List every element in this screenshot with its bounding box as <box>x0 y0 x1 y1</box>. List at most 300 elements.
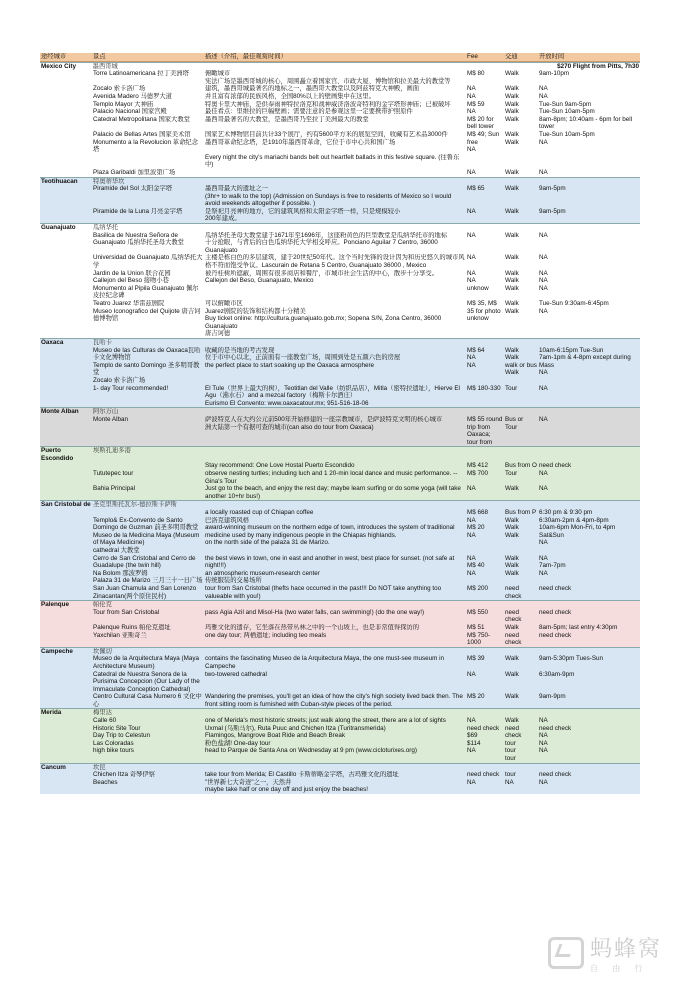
cell-hours: need check <box>539 584 572 592</box>
city-name-cn: 特奥蒂华坎 <box>93 177 125 185</box>
cell-transport: Bus or Tour <box>505 415 524 431</box>
cell-sight: Torre Latinoamericana 拉丁美洲塔 <box>93 70 189 78</box>
cell-sight: Calle 60 <box>93 717 117 725</box>
cell-fee: M$ 51 <box>467 623 485 631</box>
cell-sight: Palenque Ruins 帕伦克遗址 <box>93 623 171 631</box>
cell-fee: NA <box>467 231 476 239</box>
city-name: Palenque <box>41 601 69 609</box>
cell-fee: need check $69 $114 NA <box>467 724 500 755</box>
city-name: Oaxaca <box>41 338 64 346</box>
flight-info <box>538 224 640 232</box>
cell-description: 国家艺术博物馆目前共计33个展厅，约有5600平方米的展览空间，收藏有艺术品3000件 墨西哥革命纪念塔，是1910年墨西哥革命，它位于市中心共和国广场 <box>205 130 448 146</box>
city-spacer <box>204 178 466 186</box>
flight-info <box>538 601 640 609</box>
cell-sight: Teatro Juarez 华雷兹剧院 Museo Iconografico del Quijote 唐吉诃德博物馆 <box>93 300 201 323</box>
cell-transport: Tour <box>505 384 518 392</box>
watermark-name: 蚂蜂窝 <box>589 937 662 962</box>
city-spacer <box>466 601 504 609</box>
city-spacer <box>466 447 504 462</box>
cell-sight: Basilica de Nuestra Señora de Guanajuato 瓜纳华托圣母大教堂 <box>93 231 184 247</box>
table-row <box>40 624 640 632</box>
city-spacer <box>504 764 538 772</box>
cell-transport: Walk <box>505 185 519 193</box>
city-name: Mexico City <box>41 62 76 70</box>
cell-fee: M$ 80 <box>467 70 485 78</box>
city-row <box>40 647 640 656</box>
cell-sight: Palacio de Bellas Artes 国家美术馆 Monumento a la Revolucion 革命纪念塔 <box>93 130 198 154</box>
table-row <box>40 671 640 694</box>
city-spacer <box>504 648 538 656</box>
city-row <box>40 223 640 232</box>
cell-description: 萨波特克人在大约公元前500年开始修建的一座宗教城市，是萨波特克文明的核心城市 洲大陆第一个有据可查的城市(can also do tour from Oaxaca) <box>205 415 443 431</box>
cell-hours: 9am-5pm <box>539 185 566 193</box>
city-spacer <box>466 339 504 347</box>
header-city: 途经城市 <box>41 53 67 60</box>
cell-transport: Walk Walk <box>505 85 519 100</box>
cell-hours: NA <box>539 231 548 239</box>
cell-fee: M$ 39 <box>467 655 485 663</box>
cell-city <box>40 693 92 708</box>
city-name-cn: 梅里达 <box>93 709 112 717</box>
city-spacer <box>204 224 466 232</box>
table-row <box>40 270 640 300</box>
cell-transport: Walk Walk <box>505 300 519 315</box>
watermark-sub: 自 由 行 <box>589 964 649 973</box>
city-spacer <box>204 764 466 772</box>
city-name: Merida <box>41 709 62 717</box>
cell-description: Every night the city's mariachi bands belt out heartfelt ballads in this festive square. (往鲁东中) <box>205 153 460 169</box>
table-row <box>40 693 640 708</box>
city-name-cn: 坎昆 <box>93 763 106 771</box>
cell-city <box>40 717 92 725</box>
table-row <box>40 555 640 585</box>
table-row <box>40 85 640 100</box>
cell-description: 是祭祀月亮神的地方，它的建筑风格和太阳金字塔一样，只是规模较小 200年建成。 <box>205 207 401 223</box>
cell-transport: Walk <box>505 70 519 78</box>
cell-sight: Chichen Itza 奇琴伊察 Beaches <box>93 771 155 786</box>
table-row <box>40 470 640 485</box>
city-spacer <box>504 408 538 416</box>
cell-sight <box>92 154 204 169</box>
cell-fee: NA <box>467 254 476 262</box>
city-name: Campeche <box>41 647 73 655</box>
cell-fee: need check NA <box>467 771 500 786</box>
city-name: San Cristobal de <box>41 501 91 509</box>
cell-sight: Museo de la Arquitectura Maya (Maya Architecture Museum) <box>93 655 200 670</box>
table-row <box>40 517 640 555</box>
cell-hours: NA <box>539 168 548 176</box>
city-spacer <box>504 224 538 232</box>
cell-fee: NA M$ 20 NA <box>467 516 485 539</box>
cell-fee: NA <box>467 485 476 493</box>
header-transport: 交通 <box>505 53 518 60</box>
cell-fee: M$ 64 NA NA <box>467 346 485 369</box>
cell-transport: need check <box>505 584 522 600</box>
cell-transport <box>504 154 538 169</box>
cell-sight: Yaxchilan 亚斯奇兰 <box>93 631 147 639</box>
cell-fee: M$ 750-1000 <box>467 631 491 647</box>
table-row <box>40 632 640 647</box>
cell-hours: need check <box>539 462 572 470</box>
city-name-cn: 帕伦克 <box>93 601 112 609</box>
cell-city <box>40 270 92 300</box>
city-spacer <box>204 501 466 509</box>
city-row <box>40 446 640 462</box>
cell-sight: Historic Site Tour Day Trip to Celestun Las Coloradas high bike tours <box>93 724 151 755</box>
cell-hours: Tue-Sun 9am-5pm Tue-Sun 10am-5pm <box>539 100 595 116</box>
cell-description: 可以俯瞰市区 Juarez剧院的装饰和结构都十分精美 Buy ticket online: http://cultura.guanajuato.gob.mx; Sopena S/N, Zona Centro, 36000 Guanajuato 唐吉诃德 <box>205 300 442 338</box>
cell-hours: 6:30am-9pm <box>539 670 575 678</box>
cell-fee: M$ 55 round trip from Oaxaca; tour from <box>467 415 503 446</box>
cell-transport: Walk <box>505 670 519 678</box>
cell-transport: Walk <box>505 655 519 663</box>
table-row <box>40 254 640 269</box>
cell-hours: Tue-Sun 9:30am-6:45pm NA <box>539 300 609 315</box>
city-spacer <box>204 648 466 656</box>
cell-description: Stay recommend: One Love Hostal Puerto Escondido <box>205 462 355 470</box>
cell-hours: 8am-5pm; last entry 4:30pm <box>539 623 618 631</box>
cell-sight: San Juan Chamula and San Lorenzo Zinacantan(两个原住民村) <box>93 584 197 600</box>
cell-hours: NA <box>539 485 548 493</box>
cell-city <box>40 70 92 85</box>
cell-sight: Piramide del Sol 太阳金字塔 <box>93 185 173 193</box>
table-row <box>40 717 640 725</box>
city-row <box>40 407 640 416</box>
cell-hours: NA NA NA <box>539 269 548 292</box>
cell-transport: Walk Walk <box>505 130 519 146</box>
cell-sight: Tour from San Cristobal <box>93 608 160 616</box>
cell-hours: need check <box>539 608 572 616</box>
cell-description: the best views in town, one in east and another in west, best place for sunset. (not safe at night!!!) an atmospheric museum-research center 传统服装的交易场所 <box>205 554 455 585</box>
cell-hours: NA <box>539 254 548 262</box>
cell-city <box>40 131 92 154</box>
city-name-cn: 埃斯孔迪多港 <box>93 447 131 455</box>
cell-hours: need check NA <box>539 771 572 786</box>
cell-transport: need check tour tour tour <box>505 724 522 763</box>
table-row <box>40 609 640 624</box>
flight-info <box>538 764 640 772</box>
city-spacer <box>466 408 504 416</box>
cell-hours: NA NA <box>539 85 548 100</box>
flight-info <box>538 178 640 186</box>
cell-description: contains the fascinating Museo de la Arquitectura Maya, the one must-see museum in Campeche <box>205 655 445 670</box>
cell-fee: NA <box>467 717 476 725</box>
cell-sight: Templo& Ex-Convento de Santo Domingo de Guzman 前圣多明哥教堂 Museo de la Medicina Maya (Museum of Maya Medicine) cathedral 大教堂 <box>93 516 200 554</box>
city-spacer <box>466 764 504 772</box>
cell-description: Uxmal (乌斯马尔), Ruta Puuc and Chichen Itza (Turitransmerida) Flamingos, Mangrove Boat Ride and Beach Break 粉色盐湖! One-day tour head to Parque de Santa Ana on Wednesday at 9 pm (www.cicloturixes.org) <box>205 724 417 755</box>
city-name-cn: 瓜纳华托 <box>93 224 119 232</box>
city-spacer <box>203 63 463 71</box>
cell-description: one of Merida's most historic streets; just walk along the street, there are a lot of sights <box>205 717 446 725</box>
city-row <box>40 708 640 717</box>
cell-hours: NA <box>539 384 548 392</box>
cell-description: El Tule（世界上最大的树），Teotitlan del Valle（纺织品店），Mitla（密特拉遗址），Hierve El Agu（沸水石）and a mezcal factory（梅斯卡尔酒庄） Eurismo El Convento: www.oaxacatour.mx; 951-516-18-06 <box>205 384 460 407</box>
cell-city <box>40 725 92 763</box>
cell-hours: need check NA NA NA <box>539 724 572 755</box>
cell-hours: 6:30am-2pm & 4pm-8pm 10am-6pm Mon-Fri, to 4pm Sat&Sun NA <box>539 516 616 547</box>
watermark-icon <box>548 937 584 969</box>
cell-city <box>40 385 92 408</box>
cell-sight: Jardin de la Union 联合花园 Callejon del Beso 接吻小巷 Monumento al Pipila Guanajuato 佩尔皮拉纪念碑 <box>93 269 199 300</box>
cell-city <box>40 462 92 470</box>
table-row <box>40 116 640 131</box>
city-name: Puerto Escondido <box>41 447 74 462</box>
table-row <box>40 655 640 670</box>
cell-city <box>40 470 92 485</box>
cell-description: one day tour; 两栖遗址; including teo meals <box>205 631 327 639</box>
cell-hours: Tue-Sun 10am-5pm NA <box>539 130 595 146</box>
cell-hours: 9am-5pm <box>539 207 566 215</box>
city-row <box>40 763 640 772</box>
cell-sight: Bahia Principal <box>93 485 136 493</box>
cell-fee: M$ 20 for bell tower <box>467 115 494 131</box>
city-name: Cancum <box>41 763 66 771</box>
cell-city <box>40 624 92 632</box>
cell-hours: NA <box>539 470 548 478</box>
city-name: Guanajuato <box>41 224 76 232</box>
cell-transport: Walk Walk walk or bus Walk <box>505 346 537 377</box>
table-row <box>40 232 640 255</box>
city-row <box>40 338 640 347</box>
table-row <box>40 485 640 500</box>
cell-sight: Tututepec tour <box>93 470 134 478</box>
cell-fee: M$ 700 <box>467 470 489 478</box>
city-spacer <box>204 408 466 416</box>
cell-city <box>40 416 92 446</box>
cell-city <box>40 517 92 555</box>
cell-fee: M$ 200 <box>467 584 489 592</box>
cell-transport: Walk <box>505 623 519 631</box>
city-spacer <box>204 601 466 609</box>
cell-transport: Walk <box>505 254 519 262</box>
cell-city <box>40 671 92 694</box>
cell-city <box>40 655 92 670</box>
cell-description: 玛雅文化的遗存，它坐落在热带丛林之中的一个山坡上，也是非常值得探访的 <box>205 623 420 631</box>
cell-description: tour from San Cristobal (thefts hace occurred in the past!!! Do NOT take anything too valueable with you!) <box>205 584 442 600</box>
header-description: 描述（介绍，最佳观赏时间） <box>205 53 287 60</box>
city-row <box>40 500 640 509</box>
table-row <box>40 300 640 338</box>
cell-fee: NA <box>467 207 476 215</box>
cell-city <box>40 185 92 208</box>
cell-city <box>40 771 92 794</box>
table-row <box>40 154 640 169</box>
table-row <box>40 169 640 177</box>
city-name: Monte Alban <box>41 408 79 416</box>
cell-transport: need check <box>505 631 522 647</box>
city-row <box>40 62 640 71</box>
header-sight: 景点 <box>93 53 106 60</box>
city-spacer <box>466 501 504 509</box>
cell-transport: Walk <box>505 485 519 493</box>
cell-hours <box>538 154 640 169</box>
cell-city <box>40 116 92 131</box>
cell-fee: NA <box>467 168 476 176</box>
watermark-logo <box>548 932 662 974</box>
table-row <box>40 771 640 794</box>
cell-fee: NA M$ 40 NA <box>467 554 485 577</box>
cell-hours: NA 7am-7pm NA <box>539 554 566 577</box>
table-row <box>40 70 640 85</box>
cell-fee: NA NA unknow <box>467 269 489 292</box>
cell-description <box>204 169 466 177</box>
cell-transport: tour NA <box>505 771 516 786</box>
flight-info <box>538 709 640 717</box>
cell-transport: Walk Walk Walk <box>505 554 519 577</box>
cell-sight <box>92 509 204 517</box>
cell-description: pass Agia Azil and Misol-Ha (two water falls, can swimming!) (do the one way!) <box>205 608 425 616</box>
flight-info <box>538 501 640 509</box>
cell-hours: 6:30 pm & 9:30 pm <box>539 509 593 517</box>
cell-transport: Walk <box>505 717 519 725</box>
flight-info <box>538 339 640 347</box>
cell-transport: Walk Walk Walk <box>505 516 519 539</box>
cell-transport: Tour <box>505 470 518 478</box>
cell-description: two-towered cathedral <box>205 670 267 678</box>
cell-hours: NA <box>539 717 548 725</box>
city-spacer <box>504 339 538 347</box>
city-name-cn: 圣克里斯托瓦尔-德拉斯卡萨斯 <box>93 501 177 509</box>
cell-fee: M$ 49; Sun free NA <box>467 130 500 154</box>
table-row <box>40 585 640 600</box>
cell-city <box>40 101 92 116</box>
cell-fee: M$ 412 <box>467 462 489 470</box>
cell-description: 巴洛克建筑风格 award-winning museum on the northern edge of town, introduces the system of traditional medicine used by many indigenous people in the Chiapas highlands. on the north side of the palaza 31 de Marizo. <box>205 516 455 547</box>
cell-sight: Museo de las Culturas de Oaxaca瓦哈卡文化博物馆 Templo de santo Domingo 圣多明哥教堂 Zocalo 索卡洛广场 <box>93 346 201 384</box>
cell-transport: need check <box>505 608 522 624</box>
city-name: Teotihuacan <box>41 177 78 185</box>
cell-city <box>40 154 92 169</box>
cell-hours: need check <box>539 631 572 639</box>
cell-sight: Monte Alban <box>93 415 129 423</box>
city-name-cn: 瓦哈卡 <box>93 338 112 346</box>
cell-hours: 8am-8pm; 10:40am - 6pm for bell tower <box>539 115 633 131</box>
cell-fee: NA <box>467 670 476 678</box>
table-row <box>40 208 640 223</box>
table-row <box>40 385 640 408</box>
city-spacer <box>204 709 466 717</box>
table-row <box>40 347 640 385</box>
cell-city <box>40 208 92 223</box>
header-hours: 开放时间 <box>539 53 565 60</box>
cell-sight: Zocalo 索卡洛广场 Avenida Madero 马德罗大道 <box>93 85 172 100</box>
cell-description: 墨西哥最著名的大教堂，是墨西哥乃至拉丁美洲最大的教堂 <box>205 115 369 123</box>
city-spacer <box>466 709 504 717</box>
cell-transport: Bus from O <box>505 462 537 470</box>
cell-city <box>40 609 92 624</box>
cell-transport: Bus from P <box>505 509 537 517</box>
cell-city <box>40 347 92 385</box>
cell-transport: Walk <box>505 231 519 239</box>
flight-info <box>538 648 640 656</box>
cell-description: 墨西哥最大的遗址之一 (3hr+ to walk to the top) (Admission on Sundays is free to residents of Mexico so I would avoid weekends altogether if possible. ) <box>205 185 452 208</box>
table-row <box>40 131 640 154</box>
city-row <box>40 177 640 186</box>
cell-fee <box>466 154 504 169</box>
cell-fee: M$ 180-330 <box>467 384 501 392</box>
cell-description: 建筑，墨西哥城最著名的地标之一，墨西哥大教堂以及阿兹特克大神殿，画面 并且富有浓郁的民族风格，全国80%以上的壁画集中在这里。 <box>205 85 420 100</box>
city-spacer <box>466 224 504 232</box>
table-row <box>40 462 640 470</box>
city-spacer <box>504 178 538 186</box>
flight-info <box>538 408 640 416</box>
cell-transport: Walk <box>505 207 519 215</box>
cell-description: take tour from Merida; El Castillo 卡斯蒂略金字塔，古玛雅文化的遗址 "世界新七大奇迹"之一，天然井 maybe take half or one day off and just enjoy the beaches! <box>205 771 399 794</box>
cell-transport: Walk <box>505 693 519 701</box>
cell-sight: Catedral de Nuestra Senora de la Purisima Concepcion (Our Lady of the Immaculate Conception Cathedral) <box>93 670 200 693</box>
cell-sight: Universidad de Guanajuato 瓜纳华托大学 <box>93 254 203 270</box>
cell-description: 收藏的是当地的考古发现 位于市中心以北，正前面有一座教堂广场，周围到处是五颜六色的房屋 the perfect place to start soaking up the Oaxaca armosphere <box>205 346 401 369</box>
city-spacer <box>504 601 538 609</box>
city-spacer <box>204 339 466 347</box>
city-row <box>40 600 640 609</box>
cell-fee: M$ 550 <box>467 608 489 616</box>
cell-city <box>40 632 92 647</box>
table-header <box>40 53 640 62</box>
itinerary-table <box>40 53 640 794</box>
cell-description: a locally roasted cup of Chiapan coffee <box>205 509 314 517</box>
header-fee: Fee <box>467 53 478 60</box>
table-row <box>40 416 640 446</box>
city-spacer <box>504 447 538 462</box>
city-spacer <box>504 501 538 509</box>
cell-fee: M$ 59 NA <box>467 100 485 116</box>
city-spacer <box>466 648 504 656</box>
cell-description: 特奥卡里大神庙，是供奉雨神特拉洛克和战神威济洛波奇特利的金字塔形神庙；已被破坏 最佳看点：里维拉的巨幅壁画；需要注意的是参观这里一定要携带护照原件 <box>205 100 451 116</box>
cell-fee: M$ 35, M$ 35 for photo unknow <box>467 300 501 323</box>
cell-fee: M$ 65 <box>467 185 485 193</box>
city-name-cn: 墨西哥城 <box>92 62 118 70</box>
cell-sight: Plaza Garibaldi 加里波第广场 <box>93 168 176 176</box>
cell-sight: Templo Mayor 大神庙 Palacio Nacional 国家宫殿 <box>93 100 167 116</box>
cell-transport: Walk Walk Walk <box>505 269 519 292</box>
cell-description: 瓜纳华托圣母大教堂建于1671年至1696年，这座粉黄色的巨型教堂是瓜纳华托市的地标 十分抢眼，与背后的白色瓜纳华托大学相交呼应。Ponciano Aguilar 7 Centro, 36000 Guanajuato <box>205 231 448 254</box>
cell-transport: Walk Walk <box>505 100 519 116</box>
cell-city <box>40 555 92 585</box>
city-spacer <box>504 709 538 717</box>
cell-hours: NA <box>539 415 548 423</box>
cell-city <box>40 509 92 517</box>
cell-transport: Walk <box>505 115 519 123</box>
table-row <box>40 101 640 116</box>
cell-city <box>40 254 92 269</box>
cell-description: Just go to the beach, and enjoy the rest day; maybe learn surfing or do some yoga (will take another 10+hr bus!) <box>205 485 461 500</box>
cell-hours: 10am-6:15pm Tue-Sun 7am-1pm & 4-8pm except during Mass NA <box>539 346 631 377</box>
cell-description: 被丹桂树所遮蔽，周围有很多商店和餐厅，市城市社会生活的中心，散步十分享受。 Callejon del Beso, Guanajuato, Mexico <box>205 269 438 285</box>
cell-sight: Catedral Metropolitana 国家大教堂 <box>93 115 190 123</box>
city-name-cn: 阿尔万山 <box>93 408 119 416</box>
cell-hours: 9am-9pm <box>539 693 566 701</box>
cell-sight: Piramide de la Luna 月亮金字塔 <box>93 207 183 215</box>
cell-sight <box>92 462 204 470</box>
cell-description: observe nesting turtles; including luch and 1 20-min local dance and music performance. -- Gina's Tour <box>205 470 458 485</box>
city-spacer <box>466 178 504 186</box>
cell-sight: 1- day Tour recommended! <box>93 384 169 392</box>
cell-city <box>40 85 92 100</box>
cell-sight: Centro Cultural Casa Numero 6 文化中心 <box>93 693 202 708</box>
table-row <box>40 725 640 763</box>
cell-transport: Walk <box>505 168 519 176</box>
flight-info <box>538 447 640 462</box>
cell-sight: Cerro de San Cristobal and Cerro de Guadalupe (the twin hill) Na Bolom 那波罗姆 Palaza 31 de Marizo 三月三十一日广场 <box>93 554 203 585</box>
table-body <box>40 62 640 794</box>
cell-description: 俯瞰城市 宪法广场是墨西哥城的核心，周围矗立着国家宫、市政大厦、博物馆和拉美最大的教堂等 <box>205 70 451 85</box>
cell-fee: NA NA <box>467 85 476 100</box>
table-row <box>40 509 640 517</box>
cell-description: 主楼是栋白色的多层建筑，建于20世纪50年代。这个当时先锋的设计因为和历史悠久的城市风格不符而饱受争议。Lascurain de Retana 5 Centro, Guanajuato 36000 , Mexico <box>205 254 465 270</box>
cell-city <box>40 485 92 500</box>
cell-fee: M$ 20 <box>467 693 485 701</box>
